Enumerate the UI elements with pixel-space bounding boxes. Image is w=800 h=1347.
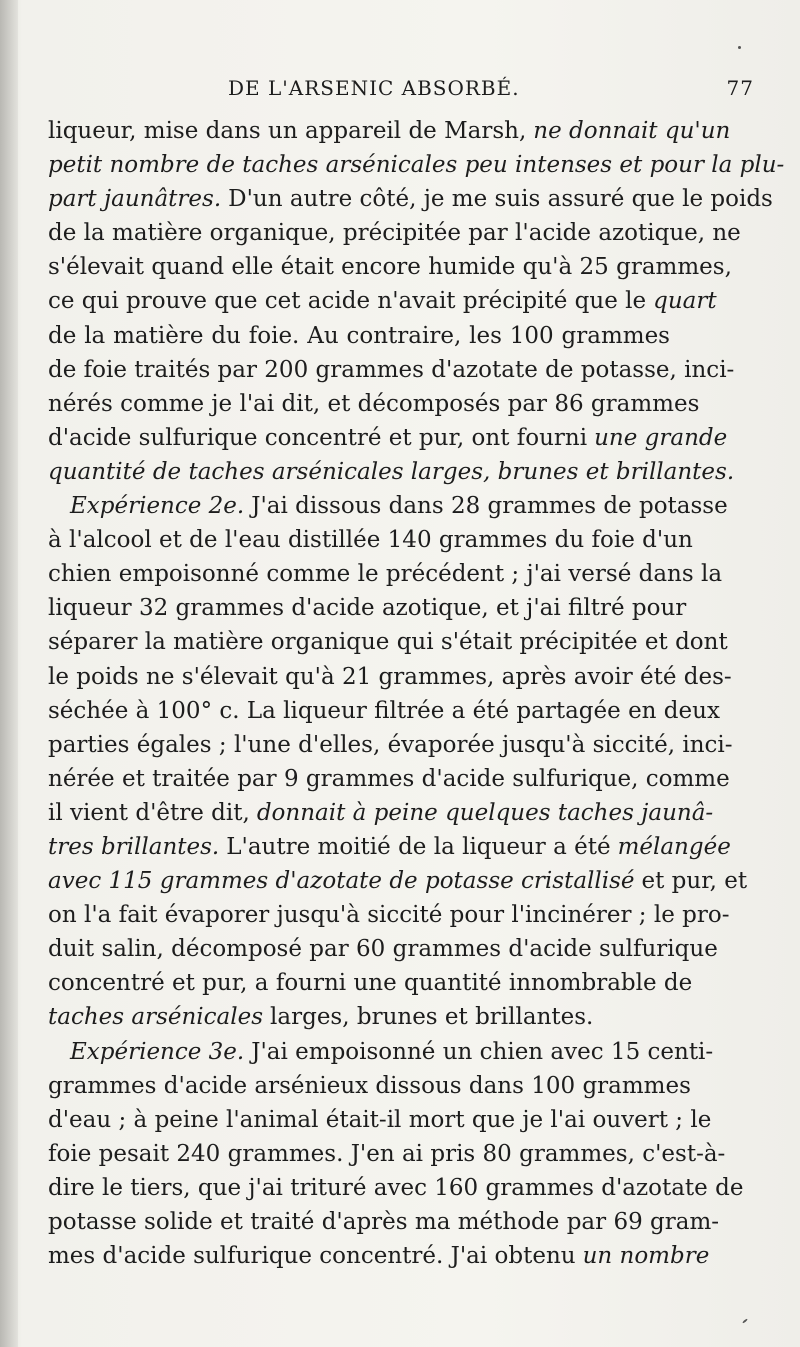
italic-text: quart bbox=[653, 288, 717, 315]
text-segment: ce qui prouve que cet acide n'avait précipité que le bbox=[48, 288, 647, 315]
italic-text: une grande bbox=[594, 424, 728, 451]
page-header bbox=[48, 76, 772, 110]
text-line bbox=[48, 625, 728, 659]
text-segment: J'ai empoisonné un chien avec 15 centi- bbox=[251, 1038, 714, 1065]
text-segment: de la matière organique, précipitée par l'acide azotique, ne bbox=[48, 220, 741, 247]
text-line bbox=[48, 114, 731, 148]
text-line bbox=[48, 796, 714, 830]
text-line bbox=[48, 660, 732, 694]
page-number: 77 bbox=[726, 76, 754, 100]
text-segment: concentré et pur, a fourni une quantité innombrable de bbox=[48, 970, 693, 997]
text-segment: mes d'acide sulfurique concentré. J'ai obtenu bbox=[48, 1243, 576, 1270]
text-line bbox=[48, 216, 741, 250]
text-line bbox=[48, 523, 693, 557]
text-segment: nérée et traitée par 9 grammes d'acide sulfurique, comme bbox=[48, 765, 730, 792]
text-segment: de la matière du foie. Au contraire, les 100 grammes bbox=[48, 322, 670, 349]
italic-text: donnait à peine quelques taches jaunâ- bbox=[256, 799, 714, 826]
text-line bbox=[48, 591, 687, 625]
text-line bbox=[48, 1069, 691, 1103]
text-segment: le poids ne s'élevait qu'à 21 grammes, après avoir été des- bbox=[48, 663, 732, 690]
text-line bbox=[48, 421, 728, 455]
text-segment: duit salin, décomposé par 60 grammes d'acide sulfurique bbox=[48, 936, 718, 963]
text-segment: séparer la matière organique qui s'était précipitée et dont bbox=[48, 629, 728, 656]
italic-text: petit nombre de taches arsénicales peu intenses et pour la plu- bbox=[48, 152, 785, 179]
text-segment: grammes d'acide arsénieux dissous dans 100 grammes bbox=[48, 1072, 691, 1099]
text-line bbox=[48, 182, 773, 216]
text-line bbox=[48, 728, 733, 762]
text-line bbox=[48, 1103, 712, 1137]
italic-text: mélangée bbox=[617, 833, 731, 860]
text-segment: chien empoisonné comme le précédent ; j'ai versé dans la bbox=[48, 561, 723, 588]
text-segment: d'eau ; à peine l'animal était-il mort que je l'ai ouvert ; le bbox=[48, 1106, 712, 1133]
print-speck bbox=[742, 1318, 748, 1323]
text-segment: séchée à 100° c. La liqueur filtrée a été partagée en deux bbox=[48, 697, 720, 724]
text-line bbox=[48, 830, 731, 864]
text-segment: dire le tiers, que j'ai trituré avec 160 grammes d'azotate de bbox=[48, 1174, 744, 1201]
text-line bbox=[48, 1205, 720, 1239]
print-speck bbox=[738, 46, 741, 49]
text-segment: il vient d'être dit, bbox=[48, 799, 250, 826]
text-line bbox=[48, 898, 730, 932]
text-line bbox=[48, 1137, 726, 1171]
text-segment: L'autre moitié de la liqueur a été bbox=[226, 833, 611, 860]
italic-text: tres brillantes. bbox=[48, 833, 220, 860]
text-line bbox=[48, 353, 735, 387]
italic-text: quantité de taches arsénicales larges, brunes et brillantes. bbox=[48, 458, 735, 485]
text-segment: liqueur 32 grammes d'acide azotique, et j'ai filtré pour bbox=[48, 595, 687, 622]
text-line bbox=[48, 387, 700, 421]
text-line bbox=[48, 319, 670, 353]
text-line bbox=[48, 557, 723, 591]
text-segment: potasse solide et traité d'après ma méthode par 69 gram- bbox=[48, 1209, 720, 1235]
text-segment: on l'a fait évaporer jusqu'à siccité pour l'incinérer ; le pro- bbox=[48, 902, 730, 929]
text-line bbox=[48, 1000, 670, 1034]
text-segment: et pur, et bbox=[641, 868, 748, 895]
italic-text: part jaunâtres. bbox=[48, 186, 222, 213]
text-segment: s'élevait quand elle était encore humide qu'à 25 grammes, bbox=[48, 254, 732, 281]
text-segment: de foie traités par 200 grammes d'azotate de potasse, inci- bbox=[48, 356, 735, 383]
text-line bbox=[48, 148, 785, 182]
italic-text: Expérience 3e. bbox=[70, 1038, 245, 1065]
italic-text: un nombre bbox=[582, 1243, 710, 1270]
text-line bbox=[48, 1239, 710, 1273]
text-line bbox=[48, 966, 693, 1000]
text-line bbox=[48, 762, 730, 796]
text-line bbox=[48, 250, 732, 284]
italic-text: ne donnait qu'un bbox=[533, 118, 731, 144]
text-line bbox=[48, 1171, 744, 1205]
running-title: DE L'ARSENIC ABSORBÉ. bbox=[228, 76, 520, 100]
text-line bbox=[48, 455, 735, 489]
text-line bbox=[48, 694, 720, 728]
page-binding-shadow bbox=[0, 0, 18, 1347]
text-segment: d'acide sulfurique concentré et pur, ont fourni bbox=[48, 424, 588, 451]
text-segment: D'un autre côté, je me suis assuré que le poids bbox=[228, 186, 773, 213]
text-line bbox=[48, 864, 748, 898]
italic-text: avec 115 grammes d'azotate de potasse cristallisé bbox=[48, 868, 635, 895]
text-line bbox=[48, 489, 728, 523]
text-segment: liqueur, mise dans un appareil de Marsh, bbox=[48, 118, 527, 144]
text-line bbox=[48, 932, 718, 966]
text-line bbox=[48, 1035, 714, 1069]
text-segment: parties égales ; l'une d'elles, évaporée jusqu'à siccité, inci- bbox=[48, 731, 733, 758]
body-text bbox=[48, 114, 785, 1273]
text-line bbox=[48, 284, 717, 318]
text-segment: larges, brunes et brillantes. bbox=[270, 1004, 594, 1031]
italic-text: taches arsénicales bbox=[48, 1004, 264, 1031]
text-segment: J'ai dissous dans 28 grammes de potasse bbox=[251, 493, 728, 520]
text-segment: foie pesait 240 grammes. J'en ai pris 80 grammes, c'est-à- bbox=[48, 1140, 726, 1167]
text-segment: nérés comme je l'ai dit, et décomposés par 86 grammes bbox=[48, 390, 700, 417]
text-segment: à l'alcool et de l'eau distillée 140 grammes du foie d'un bbox=[48, 527, 693, 554]
italic-text: Expérience 2e. bbox=[70, 493, 245, 520]
